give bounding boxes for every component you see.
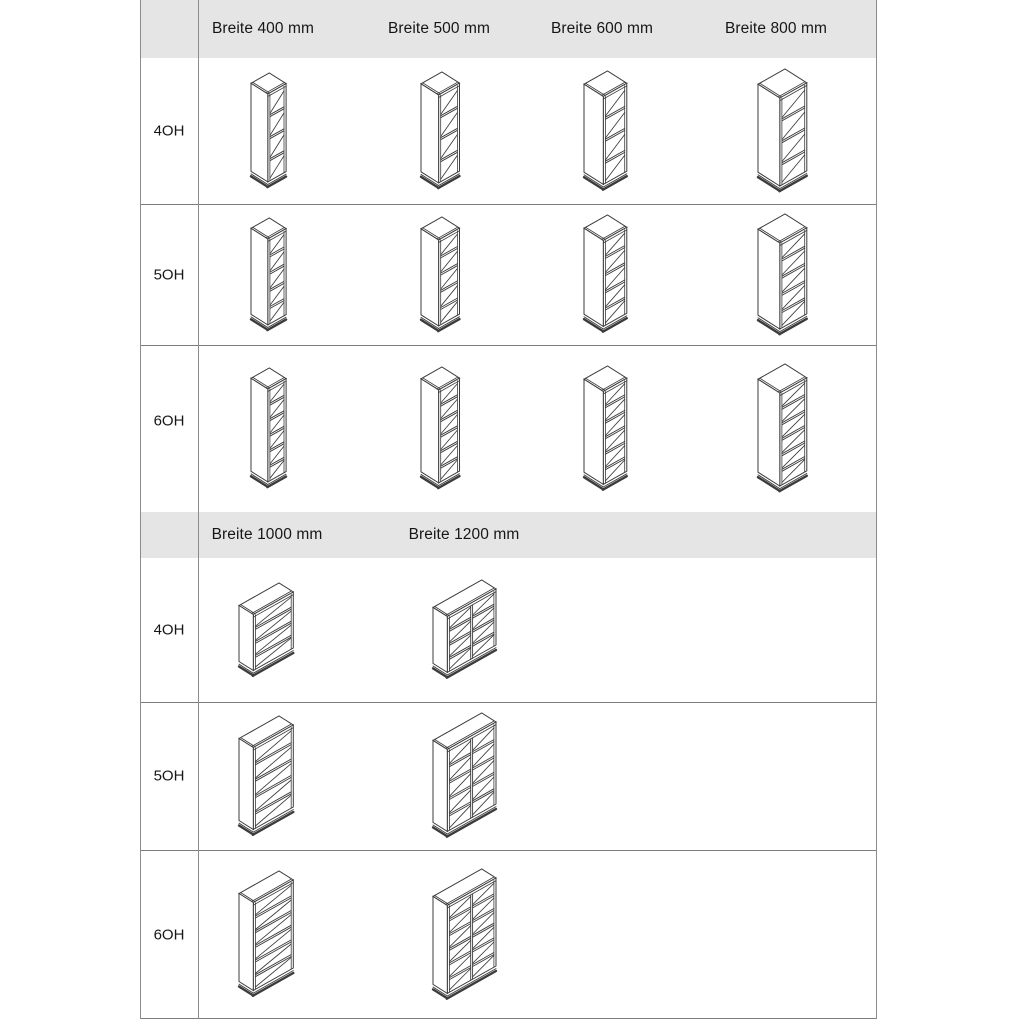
cabinet-drawing-1000-5oh — [196, 702, 336, 850]
column-header-breite-400: Breite 400 mm — [211, 20, 315, 37]
cabinet-drawing-400-5oh — [199, 204, 339, 345]
section2-header-band — [140, 512, 877, 558]
row-label-4oh: 4OH — [153, 122, 185, 140]
row-section2-6oh — [140, 850, 877, 1019]
section1-header-band — [140, 0, 877, 58]
cabinet-drawing-500-4oh — [370, 58, 510, 204]
isometric-shelf-drawing — [582, 213, 629, 336]
cabinet-drawing-600-5oh — [535, 204, 675, 345]
column-header-breite-600: Breite 600 mm — [550, 20, 654, 37]
cabinet-drawing-800-5oh — [712, 204, 852, 345]
table-left-border — [140, 0, 141, 1019]
isometric-shelf-drawing — [237, 869, 296, 1000]
row-section2-5oh — [140, 702, 877, 850]
cabinet-drawing-1200-4oh — [394, 558, 534, 702]
isometric-shelf-drawing — [419, 365, 462, 492]
row-divider-line — [140, 702, 877, 703]
cabinet-drawing-500-5oh — [370, 204, 510, 345]
shelf-size-matrix — [140, 0, 877, 1019]
isometric-shelf-drawing — [582, 364, 629, 494]
isometric-shelf-drawing — [249, 366, 289, 491]
column-header-breite-1200: Breite 1200 mm — [408, 526, 520, 543]
row-divider-line — [140, 850, 877, 851]
isometric-shelf-drawing — [249, 216, 289, 334]
isometric-shelf-drawing — [582, 69, 629, 194]
cabinet-drawing-1000-6oh — [196, 850, 336, 1019]
cabinet-drawing-800-4oh — [712, 58, 852, 204]
row-label-6oh: 6OH — [153, 926, 185, 943]
isometric-shelf-drawing — [756, 362, 809, 495]
cabinet-drawing-400-4oh — [199, 58, 339, 204]
column-header-breite-800: Breite 800 mm — [724, 20, 828, 37]
label-column-divider — [198, 0, 199, 1019]
row-divider-line — [140, 345, 877, 346]
isometric-shelf-drawing — [431, 711, 498, 841]
cabinet-drawing-600-6oh — [535, 345, 675, 512]
table-bottom-border — [140, 1018, 877, 1019]
cabinet-drawing-400-6oh — [199, 345, 339, 512]
cabinet-drawing-1200-5oh — [394, 702, 534, 850]
cabinet-drawing-500-6oh — [370, 345, 510, 512]
isometric-shelf-drawing — [756, 212, 809, 338]
column-header-breite-500: Breite 500 mm — [387, 20, 491, 37]
row-label-6oh: 6OH — [153, 412, 185, 429]
row-section1-5oh — [140, 204, 877, 345]
isometric-shelf-drawing — [419, 215, 462, 335]
isometric-shelf-drawing — [237, 581, 296, 680]
table-right-border — [876, 0, 877, 1019]
row-section2-4oh — [140, 558, 877, 702]
isometric-shelf-drawing — [419, 70, 462, 192]
row-label-5oh: 5OH — [153, 266, 185, 283]
isometric-shelf-drawing — [237, 714, 296, 839]
row-divider-line — [140, 204, 877, 205]
cabinet-drawing-800-6oh — [712, 345, 852, 512]
row-label-5oh: 5OH — [153, 767, 185, 785]
isometric-shelf-drawing — [756, 67, 809, 195]
row-section1-4oh — [140, 58, 877, 204]
cabinet-drawing-1000-4oh — [196, 558, 336, 702]
row-section1-6oh — [140, 345, 877, 512]
isometric-shelf-drawing — [431, 867, 498, 1003]
column-header-breite-1000: Breite 1000 mm — [211, 526, 323, 543]
cabinet-drawing-600-4oh — [535, 58, 675, 204]
isometric-shelf-drawing — [249, 71, 289, 191]
isometric-shelf-drawing — [431, 578, 498, 682]
row-label-4oh: 4OH — [153, 621, 185, 639]
cabinet-drawing-1200-6oh — [394, 850, 534, 1019]
